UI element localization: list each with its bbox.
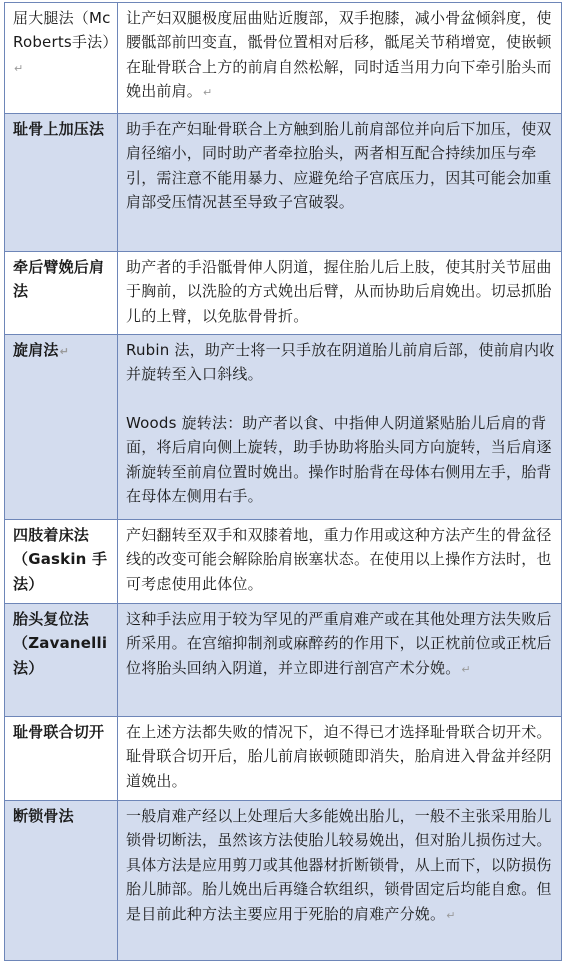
procedure-description: 产妇翻转至双手和双膝着地，重力作用或这种方法产生的骨盆径线的改变可能会解除胎肩嵌塞状态。在使用以上操作方法时，也可考虑使用此体位。: [118, 520, 562, 604]
table-row: [5, 252, 562, 335]
procedure-name: 屈大腿法（McRoberts手法）↵: [5, 3, 118, 114]
table-row: [5, 801, 562, 961]
paragraph-gap: [126, 387, 555, 411]
woods-method-text: Woods 旋转法：助产者以食、中指伸人阴道紧贴胎儿后肩的背面，将后肩向侧上旋转，助手协助将胎头同方向旋转，当后肩逐渐旋转至前肩位置时娩出。操作时胎背在母体右侧用左手，胎背在母体左侧用右手。: [126, 413, 552, 506]
procedure-name: 胎头复位法（Zavanelli法）: [5, 604, 118, 717]
table-row: [5, 717, 562, 801]
rubin-method-text: Rubin 法，助产士将一只手放在阴道胎儿前肩后部，使前肩内收并旋转至入口斜线。: [126, 341, 555, 384]
procedure-description: 让产妇双腿极度屈曲贴近腹部，双手抱膝，减小骨盆倾斜度，使腰骶部前凹变直，骶骨位置相对后移，骶尾关节稍增宽，使嵌顿在耻骨联合上方的前肩自然松解，同时适当用力向下牵引胎头而娩出前肩。↵: [118, 3, 562, 114]
paragraph-mark-icon: ↵: [14, 61, 24, 75]
procedure-description: 助手在产妇耻骨联合上方触到胎儿前肩部位并向后下加压，使双肩径缩小，同时助产者牵拉胎头，两者相互配合持续加压与牵引，需注意不能用暴力、应避免给子宫底压力，因其可能会加重肩部受压情况甚至导致子宫破裂。: [118, 114, 562, 252]
table-row: [5, 3, 562, 114]
procedure-name: 耻骨上加压法: [5, 114, 118, 252]
procedure-description: 一般肩难产经以上处理后大多能娩出胎儿，一般不主张采用胎儿锁骨切断法，虽然该方法使胎儿较易娩出，但对胎儿损伤过大。具体方法是应用剪刀或其他器材折断锁骨，从上而下，以防损伤胎儿肺部。胎儿娩出后再缝合软组织，锁骨固定后均能自愈。但是目前此种方法主要应用于死胎的肩难产分娩。↵: [118, 801, 562, 961]
procedure-name: 四肢着床法（Gaskin 手法）: [5, 520, 118, 604]
table-row: [5, 335, 562, 520]
table-row: [5, 520, 562, 604]
table-row: [5, 604, 562, 717]
procedure-name: 耻骨联合切开: [5, 717, 118, 801]
table-row: [5, 114, 562, 252]
procedure-description: [118, 335, 562, 520]
procedure-name: 牵后臂娩后肩法: [5, 252, 118, 335]
procedure-description: 这种手法应用于较为罕见的严重肩难产或在其他处理方法失败后所采用。在宫缩抑制剂或麻醉药的作用下，以正枕前位或正枕后位将胎头回纳入阴道，并立即进行剖宫产术分娩。↵: [118, 604, 562, 717]
procedure-description: 助产者的手沿骶骨伸人阴道，握住胎儿后上肢，使其肘关节屈曲于胸前，以洗脸的方式娩出后臂，从而协助后肩娩出。切忌抓胎儿的上臂，以免肱骨骨折。: [118, 252, 562, 335]
paragraph-mark-icon: ↵: [461, 662, 471, 676]
paragraph-mark-icon: ↵: [203, 86, 213, 100]
procedure-description: 在上述方法都失败的情况下，迫不得已才选择耻骨联合切开术。耻骨联合切开后，胎儿前肩嵌顿随即消失，胎肩进入骨盆并经阴道娩出。: [118, 717, 562, 801]
shoulder-dystocia-procedures-table: [4, 2, 562, 961]
procedure-name: 旋肩法↵: [5, 335, 118, 520]
procedure-name: 断锁骨法: [5, 801, 118, 961]
paragraph-mark-icon: ↵: [59, 345, 70, 358]
paragraph-mark-icon: ↵: [446, 908, 456, 922]
